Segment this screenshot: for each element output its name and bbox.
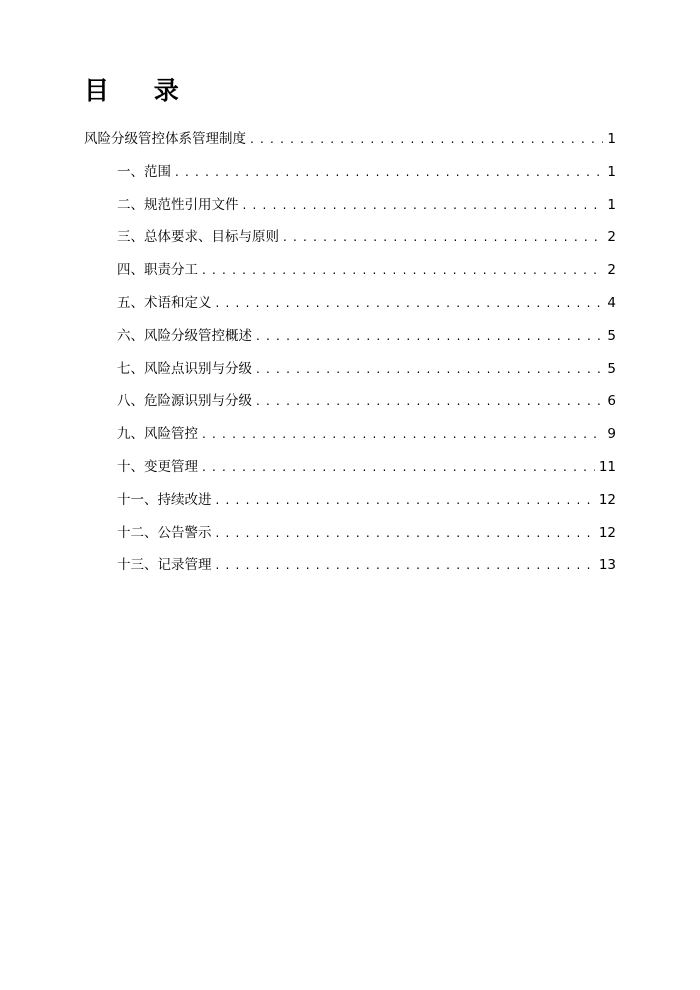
toc-entry-page: 4 [607,294,616,311]
toc-entry[interactable] [84,454,616,487]
toc-dot-leader [202,257,603,283]
toc-dot-leader [256,323,603,349]
toc-entry-page: 9 [607,426,616,443]
toc-title: 目 录 [84,76,197,105]
toc-entry-page: 1 [607,196,616,213]
toc-entry-label: 八、危险源识别与分级 [117,393,252,410]
toc-entry-label: 一、范围 [117,163,171,180]
toc-entry[interactable] [84,356,616,389]
toc-entry-page: 5 [607,327,616,344]
toc-entry-page: 12 [598,491,616,508]
toc-entry-page: 5 [607,360,616,377]
toc-entry[interactable] [84,520,616,553]
toc-dot-leader [216,552,595,578]
toc-dot-leader [283,224,603,250]
toc-entry[interactable] [84,126,616,159]
toc-dot-leader [216,290,604,316]
toc-entry[interactable] [84,487,616,520]
toc-entry-label: 十二、公告警示 [117,524,212,541]
toc-entry-label: 三、总体要求、目标与原则 [117,229,279,246]
toc-dot-leader [243,192,604,218]
toc-entry-label: 十、变更管理 [117,458,198,475]
toc-entry-label: 四、职责分工 [117,262,198,279]
toc-entry-label: 十一、持续改进 [117,491,212,508]
toc-dot-leader [216,487,595,513]
toc-dot-leader [250,126,603,152]
toc-entry-page: 2 [607,262,616,279]
toc-entry-page: 6 [607,393,616,410]
toc-entry[interactable] [84,257,616,290]
toc-entry[interactable] [84,421,616,454]
toc-dot-leader [202,421,603,447]
toc-list [84,126,616,585]
toc-entry-label: 十三、记录管理 [117,557,212,574]
toc-dot-leader [256,388,603,414]
toc-entry[interactable] [84,224,616,257]
toc-entry-label: 风险分级管控体系管理制度 [84,131,246,147]
toc-entry[interactable] [84,192,616,225]
toc-entry[interactable] [84,159,616,192]
toc-entry-page: 1 [607,131,616,147]
toc-entry-page: 2 [607,229,616,246]
toc-entry-label: 六、风险分级管控概述 [117,327,252,344]
toc-entry-page: 13 [598,557,616,574]
toc-entry-label: 九、风险管控 [117,426,198,443]
toc-dot-leader [256,356,603,382]
toc-entry-page: 12 [598,524,616,541]
toc-entry-label: 五、术语和定义 [117,294,212,311]
toc-dot-leader [216,520,595,546]
toc-entry-label: 二、规范性引用文件 [117,196,239,213]
toc-dot-leader [175,159,603,185]
toc-dot-leader [202,454,595,480]
toc-entry[interactable] [84,552,616,585]
toc-entry[interactable] [84,290,616,323]
toc-entry-page: 1 [607,163,616,180]
toc-entry-page: 11 [598,458,616,475]
toc-entry[interactable] [84,388,616,421]
toc-entry[interactable] [84,323,616,356]
toc-entry-label: 七、风险点识别与分级 [117,360,252,377]
